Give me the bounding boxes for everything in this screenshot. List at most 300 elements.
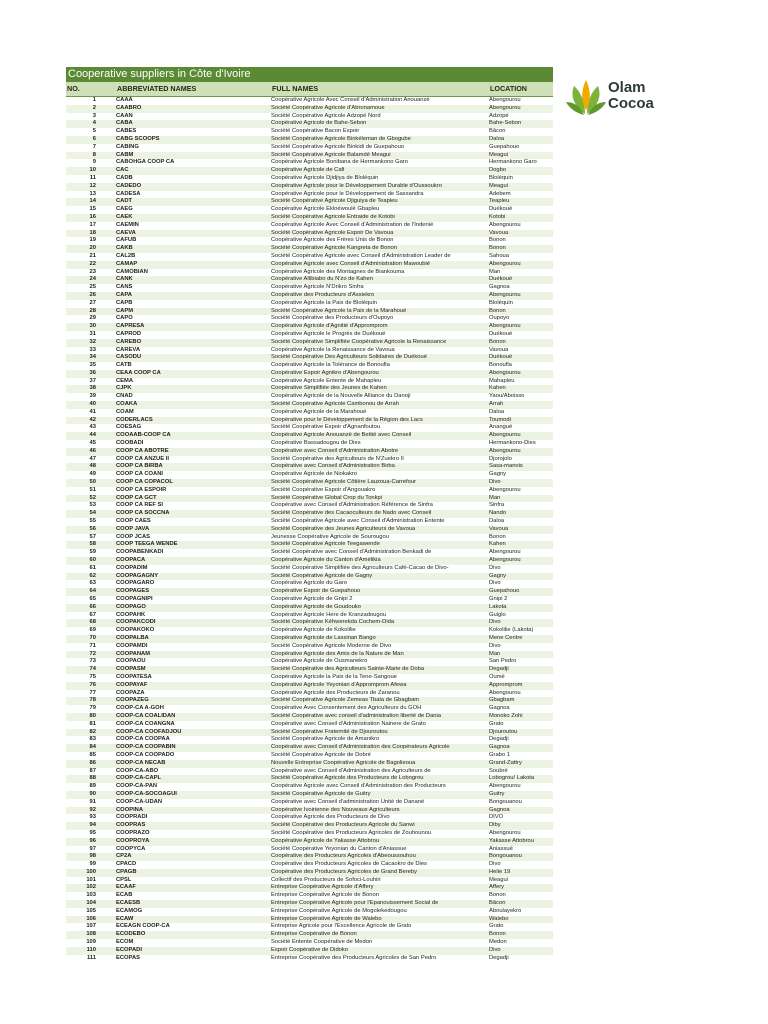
row-location: Yaou/Aboisso: [489, 393, 525, 400]
row-abbreviated-name: CAAA: [116, 97, 133, 103]
row-abbreviated-name: CADESA: [116, 190, 141, 197]
row-number: 24: [89, 276, 96, 283]
row-location: Bongouanou: [489, 798, 522, 805]
table-row: [66, 183, 553, 191]
row-full-name: Coopérative Agricole Here de Kranzadougou: [271, 611, 387, 618]
table-row: [66, 347, 553, 355]
table-row: [66, 308, 553, 316]
row-location: Degadji: [489, 954, 509, 961]
row-location: Degadji: [489, 736, 509, 743]
row-location: Divo: [489, 479, 501, 486]
row-location: Meagui: [489, 151, 509, 158]
row-abbreviated-name: ECAW: [116, 915, 134, 922]
row-number: 59: [89, 549, 96, 556]
row-number: 36: [89, 369, 96, 376]
row-full-name: Société Coopérative Agricole la Paix de la Marahoué: [271, 307, 407, 314]
row-abbreviated-name: COOAAB-COOP CA: [116, 432, 171, 439]
row-full-name: Coopérative Agricole la Renaissance de Vavoua: [271, 346, 395, 353]
row-number: 35: [89, 362, 96, 369]
row-full-name: Société Coopérative Global Crop du Tonkpi: [271, 494, 383, 501]
header-location: LOCATION: [490, 84, 527, 93]
row-full-name: Société Coopérative avec Conseil d'Administration Benkadi de: [271, 549, 432, 556]
row-abbreviated-name: CANK: [116, 276, 133, 283]
row-abbreviated-name: COOPAGAGNY: [116, 572, 159, 579]
row-abbreviated-name: COOP-CA COOFADJOU: [116, 728, 182, 735]
row-number: 47: [89, 455, 96, 462]
table-row: [66, 113, 553, 121]
row-number: 76: [89, 681, 96, 688]
row-location: Aboulayekro: [489, 907, 522, 914]
row-full-name: Coopérative Agricole d'Agnitié d'Appromprom: [271, 323, 388, 330]
table-row: [66, 814, 553, 822]
row-full-name: Société Coopérative Agricole de Dobré: [271, 751, 371, 758]
row-abbreviated-name: COOPAZA: [116, 689, 145, 696]
row-full-name: Société Coopérative Simplifiée Coopérative Agricole la Renaissance: [271, 338, 447, 345]
row-abbreviated-name: COOPAZEG: [116, 697, 149, 704]
table-row: [66, 284, 553, 292]
table-row: [66, 292, 553, 300]
row-number: 15: [89, 206, 96, 213]
row-full-name: Coopérative Agricole des Producteurs de Divo: [271, 814, 390, 821]
row-abbreviated-name: COOPALBA: [116, 634, 149, 641]
row-full-name: Coopérative Agricole Avec Conseil d'Administration Anouanzè: [271, 97, 430, 103]
row-abbreviated-name: CASODU: [116, 354, 142, 361]
row-full-name: Société Entente Coopérative de Medon: [271, 939, 373, 946]
header-full-names: FULL NAMES: [272, 84, 319, 93]
row-abbreviated-name: CADB: [116, 174, 133, 181]
row-abbreviated-name: COOP CA COPACOL: [116, 479, 173, 486]
row-number: 31: [89, 330, 96, 337]
row-abbreviated-name: COOP-CA NECAB: [116, 759, 166, 766]
row-location: Djouroutou: [489, 728, 518, 735]
row-number: 1: [92, 97, 96, 103]
row-number: 77: [89, 689, 96, 696]
row-location: Lakota: [489, 603, 507, 610]
row-abbreviated-name: ECOPAS: [116, 954, 141, 961]
row-abbreviated-name: COOP-CA-ABO: [116, 767, 159, 774]
row-abbreviated-name: CP2A: [116, 853, 132, 860]
row-number: 34: [89, 354, 96, 361]
table-row: [66, 136, 553, 144]
row-abbreviated-name: CEAA COOP CA: [116, 369, 161, 376]
table-row: [66, 518, 553, 526]
row-full-name: Nouvelle Entreprise Coopérative Agricole de Bagolieoua: [271, 759, 416, 766]
table-row: [66, 939, 553, 947]
row-full-name: Société Coopérative Agricole Cambonou de Arrah: [271, 401, 399, 408]
table-row: [66, 417, 553, 425]
row-location: Medon: [489, 939, 507, 946]
row-abbreviated-name: CODERLACS: [116, 416, 153, 423]
row-abbreviated-name: COOPAGNIPI: [116, 596, 153, 602]
row-location: Bonon: [489, 892, 506, 899]
row-location: Adzopé: [489, 112, 509, 119]
row-full-name: Coopérative Agricole de Ousmanekro: [271, 658, 368, 665]
table-row: [66, 159, 553, 167]
table-row: [66, 635, 553, 643]
row-number: 58: [89, 541, 96, 548]
row-abbreviated-name: COOPAGES: [116, 588, 150, 595]
row-full-name: Coopérative Agricole de Kokolilie: [271, 627, 356, 634]
table-row: [66, 721, 553, 729]
table-row: [66, 690, 553, 698]
table-row: [66, 752, 553, 760]
row-abbreviated-name: COAKA: [116, 401, 138, 408]
row-number: 44: [89, 432, 96, 439]
row-number: 2: [92, 104, 96, 111]
table-row: [66, 729, 553, 737]
row-location: Abengourou: [489, 260, 521, 267]
row-abbreviated-name: CAPRESA: [116, 323, 145, 330]
row-full-name: Coopérative des Producteurs Agricoles de Cacaokro de Dies: [271, 861, 427, 868]
logo-wordmark: [608, 80, 654, 112]
row-full-name: Jeunesse Coopérative Agricole de Sourougou: [271, 533, 389, 540]
table-row: [66, 526, 553, 534]
row-location: Monoko Zohi: [489, 712, 523, 719]
row-number: 40: [89, 401, 96, 408]
row-number: 72: [89, 650, 96, 657]
row-location: Bonon: [489, 237, 506, 244]
row-abbreviated-name: COOPACA: [116, 557, 146, 564]
row-number: 107: [86, 923, 96, 930]
row-abbreviated-name: CAC: [116, 167, 129, 174]
row-number: 110: [86, 946, 96, 953]
row-abbreviated-name: COOP-CA COALIDAN: [116, 712, 176, 719]
table-row: [66, 440, 553, 448]
row-full-name: Société Coopérative avec conseil d'administration liberté de Dania: [271, 712, 441, 719]
row-number: 43: [89, 424, 96, 431]
row-number: 63: [89, 580, 96, 587]
row-full-name: Entreprise Coopérative Agricole d'Affery: [271, 884, 374, 891]
table-row: [66, 105, 553, 113]
row-abbreviated-name: COOPAGARO: [116, 580, 155, 587]
row-number: 50: [89, 479, 96, 486]
table-row: [66, 791, 553, 799]
table-row: [66, 557, 553, 565]
row-abbreviated-name: COOP CA ESPOIR: [116, 486, 167, 493]
row-location: Bonon: [489, 533, 506, 540]
row-number: 71: [89, 642, 96, 649]
row-abbreviated-name: CADEDO: [116, 182, 142, 189]
row-location: Duékoué: [489, 276, 513, 283]
table-row: [66, 401, 553, 409]
row-abbreviated-name: COOP-CA A-GÔH: [116, 705, 164, 712]
row-number: 61: [89, 564, 96, 571]
row-location: Appromprom: [489, 681, 523, 688]
row-location: Hermankono-Dies: [489, 440, 536, 447]
row-location: Nando: [489, 510, 507, 517]
row-abbreviated-name: COOPAMDI: [116, 642, 148, 649]
row-location: Daloa: [489, 518, 505, 525]
row-number: 84: [89, 744, 96, 751]
row-abbreviated-name: COOPRADI: [116, 814, 148, 821]
row-location: Sinfra: [489, 502, 505, 509]
row-number: 42: [89, 416, 96, 423]
table-row: [66, 619, 553, 627]
row-full-name: Entreprise Coopérative Agricole de Mogolekedougou: [271, 907, 407, 914]
table-row: [66, 916, 553, 924]
row-location: Toumodi: [489, 416, 511, 423]
table-row: [66, 853, 553, 861]
table-row: [66, 362, 553, 370]
row-location: Guitry: [489, 790, 505, 797]
table-title: Cooperative suppliers in Côte d'Ivoire: [66, 67, 553, 82]
table-row: [66, 892, 553, 900]
row-full-name: Entreprise Coopérative Agricole pour l'Epanouissement Social de: [271, 900, 439, 907]
row-location: Mene Centre: [489, 634, 523, 641]
row-full-name: Coopérative Agricole Ekloéwoulé Gbapleu: [271, 206, 380, 213]
table-row: [66, 432, 553, 440]
row-number: 99: [89, 861, 96, 868]
row-location: Gnipi 2: [489, 596, 508, 602]
row-full-name: Société Coopérative Agricole des Producteurs de Lobogrou: [271, 775, 424, 782]
row-full-name: Société Coopérative des Producteurs d'Oupoyo: [271, 315, 394, 322]
row-full-name: Coopérative Agricole Avec Conseil d'Administration de l'Indenié: [271, 221, 434, 228]
row-full-name: Société Coopérative Agricole avec Conseil d'Administration Entente: [271, 518, 445, 525]
row-location: Soubré: [489, 767, 508, 774]
row-location: Gbagbam: [489, 697, 515, 704]
row-location: Abengourou: [489, 369, 521, 376]
row-full-name: Coopérative Agricole Anouanzè de Bettié avec Conseil: [271, 432, 412, 439]
row-number: 12: [89, 182, 96, 189]
table-row: [66, 713, 553, 721]
row-abbreviated-name: CAPB: [116, 299, 133, 306]
row-abbreviated-name: COOP CA ABOTRE: [116, 447, 169, 454]
row-full-name: Société Coopérative des Jeunes Agriculteurs de Vavoua: [271, 525, 416, 532]
row-full-name: Espoir Coopérative de Didoko: [271, 946, 349, 953]
row-abbreviated-name: COOP TEEGA WENDE: [116, 541, 178, 548]
table-row: [66, 846, 553, 854]
row-full-name: Coopérative Agricole de Yakasse Attobrou: [271, 837, 380, 844]
row-number: 87: [89, 767, 96, 774]
row-number: 90: [89, 790, 96, 797]
row-number: 23: [89, 268, 96, 275]
row-full-name: Coopérative Avec Consentement des Agriculteurs du GÔH: [271, 705, 422, 712]
table-row: [66, 534, 553, 542]
row-location: Mahapleu: [489, 377, 515, 384]
row-abbreviated-name: COOP CA COANI: [116, 471, 164, 478]
table-row: [66, 931, 553, 939]
row-full-name: Coopérative Agricole N'Drikro Sinfra: [271, 284, 364, 291]
row-full-name: Coopérative Agricole avec Conseil d'Administration Mawoubié: [271, 260, 430, 267]
row-number: 57: [89, 533, 96, 540]
table-row: [66, 300, 553, 308]
table-row: [66, 861, 553, 869]
row-number: 9: [92, 159, 96, 166]
row-number: 53: [89, 502, 96, 509]
row-full-name: Coopérative Agricole des Producteurs de Zaranou: [271, 689, 400, 696]
row-location: Bonon: [489, 245, 506, 252]
row-location: Abengourou: [489, 689, 521, 696]
row-location: Anangué: [489, 424, 513, 431]
table-row: [66, 269, 553, 277]
table-row: [66, 580, 553, 588]
table-body: [66, 97, 553, 962]
row-number: 62: [89, 572, 96, 579]
row-location: Gagnoa: [489, 744, 510, 751]
row-location: Vavoua: [489, 525, 509, 532]
row-location: Daloa: [489, 408, 505, 415]
row-number: 8: [92, 151, 96, 158]
row-number: 111: [86, 954, 96, 961]
row-abbreviated-name: CEMA: [116, 377, 134, 384]
row-full-name: Société Coopérative Des Agriculteurs Solidaires de Duékoué: [271, 354, 427, 361]
table-row: [66, 409, 553, 417]
row-number: 79: [89, 705, 96, 712]
row-location: Gagnoa: [489, 806, 510, 813]
row-number: 109: [86, 939, 96, 946]
table-row: [66, 604, 553, 612]
row-location: Lobogrou/ Lakota: [489, 775, 535, 782]
row-abbreviated-name: COOP-CA COOPADO: [116, 751, 175, 758]
table-row: [66, 315, 553, 323]
row-full-name: Société Coopérative Agricole Moderne de Divo: [271, 642, 392, 649]
table-row: [66, 541, 553, 549]
table-row: [66, 923, 553, 931]
row-full-name: Société Coopérative Agricole Binkidi de Guepahouo: [271, 143, 405, 150]
row-number: 75: [89, 673, 96, 680]
row-full-name: Coopérative des Producteurs d'Assiekro: [271, 291, 375, 298]
row-full-name: Coopérative Agricole de Goudouko: [271, 603, 361, 610]
row-abbreviated-name: CABA: [116, 120, 133, 127]
row-abbreviated-name: COOP-CA-SOCOAGUI: [116, 790, 177, 797]
row-full-name: Société Coopérative Agricole de Gagny: [271, 572, 373, 579]
row-full-name: Société Coopérative Yeyonian du Canton d'Aniassue: [271, 845, 407, 852]
row-location: Gagnoa: [489, 705, 510, 712]
row-full-name: Coopérative Agricole des Montagnes de Biankouma: [271, 268, 405, 275]
row-location: Bonon: [489, 338, 506, 345]
row-number: 10: [89, 167, 96, 174]
row-location: Gagny: [489, 471, 507, 478]
row-full-name: Collectif des Producteurs de Sofoci-Louhiri: [271, 876, 381, 883]
table-row: [66, 908, 553, 916]
table-row: [66, 230, 553, 238]
row-abbreviated-name: COOP-CA COANGNA: [116, 720, 175, 727]
table-row: [66, 323, 553, 331]
row-location: Dogbo: [489, 167, 507, 174]
row-number: 7: [92, 143, 96, 150]
table-row: [66, 471, 553, 479]
table-row: [66, 744, 553, 752]
row-number: 65: [89, 596, 96, 602]
row-location: Helie 19: [489, 868, 511, 875]
table-row: [66, 510, 553, 518]
row-location: Oumé: [489, 673, 505, 680]
row-number: 80: [89, 712, 96, 719]
row-location: Grato: [489, 720, 504, 727]
table-row: [66, 479, 553, 487]
row-location: Diby: [489, 822, 501, 829]
row-full-name: Société Coopérative Agricole Djiguiya de Teapleu: [271, 198, 398, 205]
row-abbreviated-name: CAEK: [116, 213, 133, 220]
table-row: [66, 627, 553, 635]
row-location: Degadji: [489, 666, 509, 673]
row-number: 70: [89, 634, 96, 641]
row-location: Gagny: [489, 572, 507, 579]
row-abbreviated-name: COOPASM: [116, 666, 146, 673]
row-location: Bâcon: [489, 128, 506, 135]
row-abbreviated-name: COOP CA GCT: [116, 494, 157, 501]
row-location: Duékoué: [489, 354, 513, 361]
table-row: [66, 822, 553, 830]
table-row: [66, 393, 553, 401]
row-full-name: Société Coopérative des Producteurs Agricoles de Zouhounou: [271, 829, 432, 836]
table-row: [66, 120, 553, 128]
row-number: 39: [89, 393, 96, 400]
table-row: [66, 128, 553, 136]
row-location: Bonoufla: [489, 362, 512, 369]
table-row: [66, 565, 553, 573]
row-location: Abengourou: [489, 486, 521, 493]
row-abbreviated-name: CABM: [116, 151, 134, 158]
row-full-name: Entreprise Coopérative des Producteurs Agricoles de San Pedro: [271, 954, 437, 961]
row-location: Abengourou: [489, 323, 521, 330]
row-full-name: Société Coopérative des Agriculteurs de N'Zuekro II: [271, 455, 404, 462]
row-full-name: Coopérative avec Conseil d'Administration Birba: [271, 463, 395, 470]
table-row: [66, 253, 553, 261]
row-location: Bongouanou: [489, 853, 522, 860]
row-full-name: Coopérative Agricole le Progrès de Duékoué: [271, 330, 386, 337]
row-location: Arrah: [489, 401, 504, 408]
table-row: [66, 955, 553, 963]
row-location: Guepahouo: [489, 588, 520, 595]
row-number: 52: [89, 494, 96, 501]
row-number: 67: [89, 611, 96, 618]
row-abbreviated-name: ECOM: [116, 939, 134, 946]
row-full-name: Société Coopérative des Agriculteurs Sainte-Marie de Doba: [271, 666, 425, 673]
row-number: 3: [92, 112, 96, 119]
table-row: [66, 487, 553, 495]
row-number: 101: [86, 876, 96, 883]
row-number: 82: [89, 728, 96, 735]
row-abbreviated-name: COOPROYA: [116, 837, 150, 844]
row-number: 56: [89, 525, 96, 532]
row-full-name: Coopérative Espoir Agnikro d'Abengourou: [271, 369, 379, 376]
row-abbreviated-name: ECAAF: [116, 884, 136, 891]
row-full-name: Société Coopérative Bacon Espoir: [271, 128, 360, 135]
table-row: [66, 884, 553, 892]
row-number: 108: [86, 931, 96, 938]
row-abbreviated-name: COOPRAZO: [116, 829, 150, 836]
row-full-name: Coopérative Ivoirienne des Nouveaux Agriculteurs: [271, 806, 400, 813]
row-full-name: Entreprise Coopérative Agricole de Bonon: [271, 892, 379, 899]
row-location: Bonon: [489, 931, 506, 938]
table-row: [66, 651, 553, 659]
table-row: [66, 354, 553, 362]
row-abbreviated-name: COOPANAM: [116, 650, 151, 657]
row-abbreviated-name: CAREBO: [116, 338, 142, 345]
row-abbreviated-name: CAABRO: [116, 104, 142, 111]
row-number: 18: [89, 229, 96, 236]
row-location: Abengourou: [489, 432, 521, 439]
row-full-name: Coopérative avec Conseil d'Administration Abotre: [271, 447, 399, 454]
table-row: [66, 612, 553, 620]
row-abbreviated-name: COOP-CA-UDAN: [116, 798, 163, 805]
row-number: 96: [89, 837, 96, 844]
row-number: 92: [89, 806, 96, 813]
row-full-name: Société Coopérative Agricole Zemeas Tbala de Gbagbam: [271, 697, 420, 704]
table-row: [66, 502, 553, 510]
row-full-name: Société Coopérative Fraternité de Djouroutou: [271, 728, 388, 735]
row-location: Abengourou: [489, 829, 521, 836]
table-row: [66, 900, 553, 908]
row-number: 33: [89, 346, 96, 353]
table-row: [66, 697, 553, 705]
row-location: Bonon: [489, 307, 506, 314]
row-full-name: Coopérative Allibiabo du N'zo de Kahen: [271, 276, 373, 283]
row-location: Abengourou: [489, 447, 521, 454]
row-location: Walebo: [489, 915, 509, 922]
row-abbreviated-name: COOP CAES: [116, 518, 151, 525]
